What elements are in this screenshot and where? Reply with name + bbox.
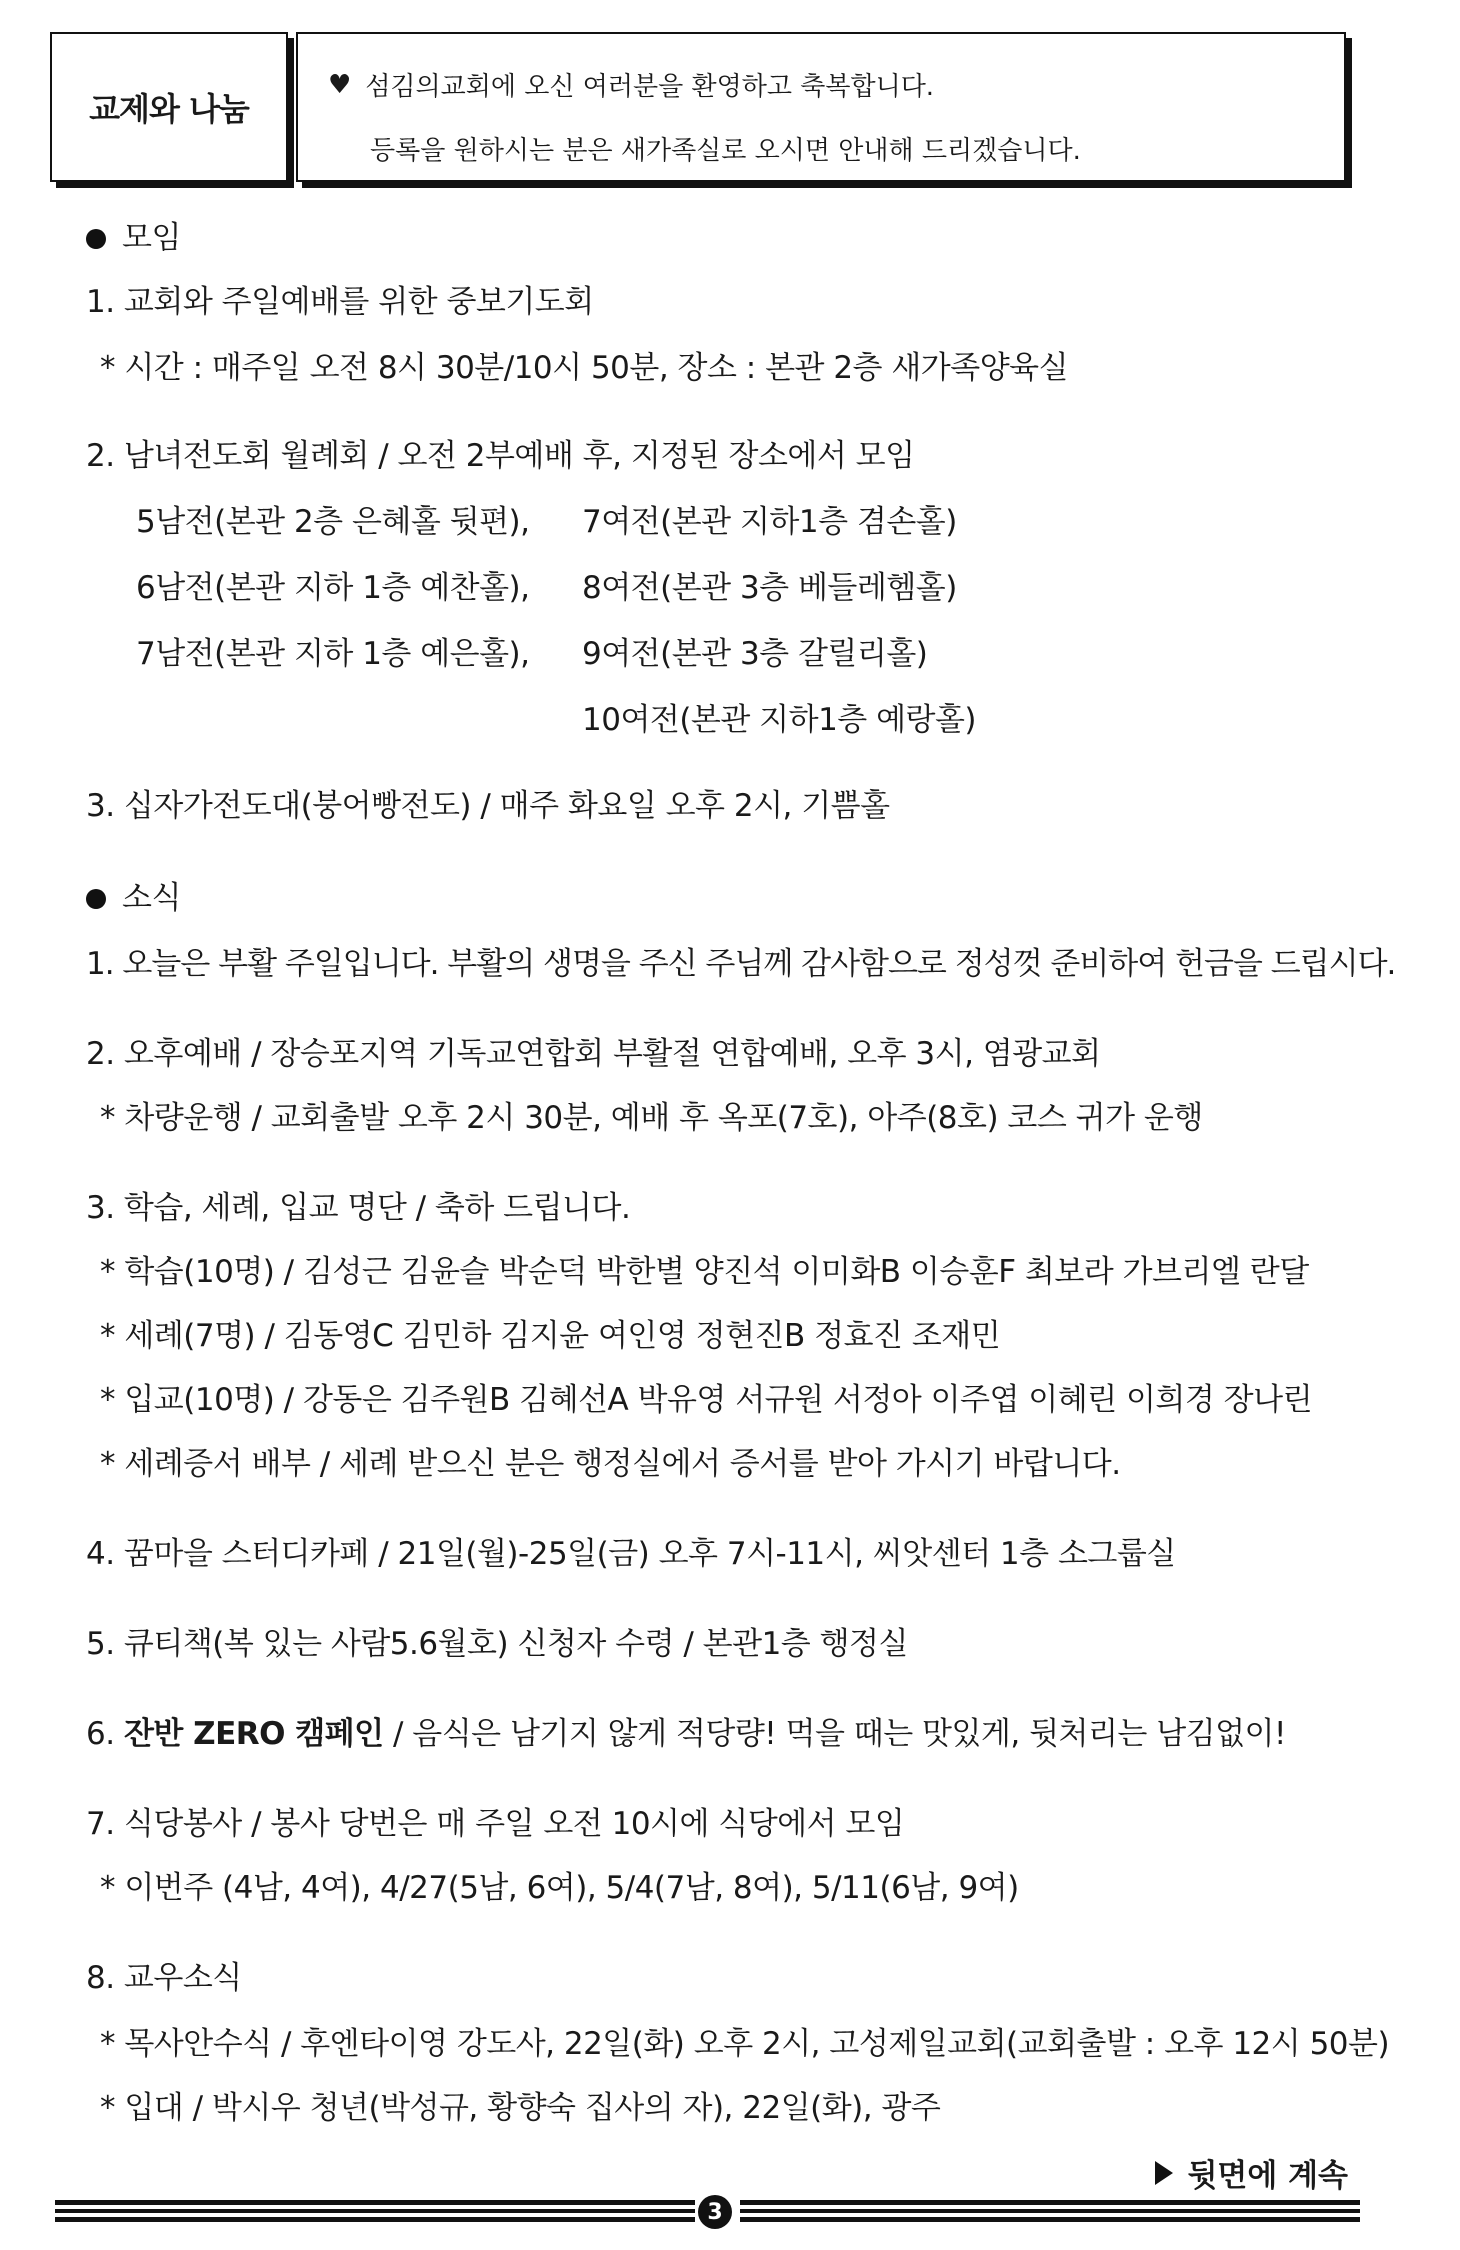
news-item-3-note-4: * 세례증서 배부 / 세례 받으신 분은 행정실에서 증서를 받아 가시기 바랍니다.	[100, 1446, 1121, 1482]
news-item-8: 8. 교우소식	[86, 1960, 242, 1996]
campaign-name: 잔반 ZERO 캠페인	[123, 1716, 384, 1752]
news-item-4: 4. 꿈마을 스터디카페 / 21일(월)-25일(금) 오후 7시-11시, 씨앗센터 1층 소그룹실	[86, 1536, 1176, 1572]
footer-rule-right	[740, 2200, 1360, 2222]
room-right-1: 7여전(본관 지하1층 겸손홀)	[582, 504, 957, 540]
footer-rule-left	[55, 2200, 695, 2222]
room-right-4: 10여전(본관 지하1층 예랑홀)	[582, 702, 977, 738]
triangle-right-icon	[1155, 2161, 1173, 2185]
news-item-2: 2. 오후예배 / 장승포지역 기독교연합회 부활절 연합예배, 오후 3시, 염광교회	[86, 1036, 1101, 1072]
room-left-3: 7남전(본관 지하 1층 예은홀),	[136, 636, 530, 672]
news-item-5: 5. 큐티책(복 있는 사람5.6월호) 신청자 수령 / 본관1층 행정실	[86, 1626, 908, 1662]
news-item-8-note-1: * 목사안수식 / 후엔타이영 강도사, 22일(화) 오후 2시, 고성제일교회(교회출발 : 오후 12시 50분)	[100, 2026, 1390, 2062]
news-item-2-note: * 차량운행 / 교회출발 오후 2시 30분, 예배 후 옥포(7호), 아주(8호) 코스 귀가 운행	[100, 1100, 1203, 1136]
bullet-dot-icon	[86, 229, 106, 249]
room-right-2: 8여전(본관 3층 베들레헴홀)	[582, 570, 957, 606]
news-item-8-note-2: * 입대 / 박시우 청년(박성규, 황향숙 집사의 자), 22일(화), 광주	[100, 2090, 941, 2126]
room-right-3: 9여전(본관 3층 갈릴리홀)	[582, 636, 928, 672]
news-item-3-note-2: * 세례(7명) / 김동영C 김민하 김지윤 여인영 정현진B 정효진 조재민	[100, 1318, 1001, 1354]
news-item-1: 1. 오늘은 부활 주일입니다. 부활의 생명을 주신 주님께 감사함으로 정성껏 준비하여 헌금을 드립시다.	[86, 946, 1396, 982]
welcome-text-1: 섬김의교회에 오신 여러분을 환영하고 축복합니다.	[365, 72, 935, 102]
news-heading-text: 소식	[122, 880, 181, 916]
news-item-6-text: / 음식은 남기지 않게 적당량! 먹을 때는 맛있게, 뒷처리는 남김없이!	[383, 1716, 1286, 1752]
news-heading	[86, 880, 181, 917]
gathering-item-2: 2. 남녀전도회 월례회 / 오전 2부예배 후, 지정된 장소에서 모임	[86, 438, 915, 474]
section-title-box	[50, 32, 288, 182]
welcome-line-1	[328, 66, 934, 103]
gathering-heading-text: 모임	[122, 220, 181, 256]
page-number: 3	[698, 2195, 732, 2229]
news-item-7: 7. 식당봉사 / 봉사 당번은 매 주일 오전 10시에 식당에서 모임	[86, 1806, 905, 1842]
news-item-3-note-1: * 학습(10명) / 김성근 김윤슬 박순덕 박한별 양진석 이미화B 이승훈F 최보라 가브리엘 란달	[100, 1254, 1309, 1290]
gathering-item-1: 1. 교회와 주일예배를 위한 중보기도회	[86, 284, 594, 320]
section-title: 교제와 나눔	[89, 90, 249, 128]
gathering-item-1-note: * 시간 : 매주일 오전 8시 30분/10시 50분, 장소 : 본관 2층 새가족양육실	[100, 350, 1069, 386]
news-item-6	[86, 1716, 1286, 1753]
heart-icon: ♥	[328, 69, 352, 100]
continue-note	[1155, 2150, 1348, 2195]
news-item-6-number: 6.	[86, 1716, 124, 1752]
room-left-2: 6남전(본관 지하 1층 예찬홀),	[136, 570, 530, 606]
welcome-text-2: 등록을 원하시는 분은 새가족실로 오시면 안내해 드리겠습니다.	[370, 136, 1081, 166]
news-item-3-note-3: * 입교(10명) / 강동은 김주원B 김혜선A 박유영 서규원 서정아 이주엽 이혜린 이희경 장나린	[100, 1382, 1313, 1418]
gathering-heading	[86, 220, 181, 257]
news-item-7-note: * 이번주 (4남, 4여), 4/27(5남, 6여), 5/4(7남, 8여), 5/11(6남, 9여)	[100, 1870, 1019, 1906]
welcome-box	[296, 32, 1346, 182]
gathering-item-3: 3. 십자가전도대(붕어빵전도) / 매주 화요일 오후 2시, 기쁨홀	[86, 788, 890, 824]
news-item-3: 3. 학습, 세례, 입교 명단 / 축하 드립니다.	[86, 1190, 631, 1226]
room-left-1: 5남전(본관 2층 은혜홀 뒷편),	[136, 504, 530, 540]
continue-text: 뒷면에 계속	[1187, 2158, 1348, 2194]
bullet-dot-icon	[86, 889, 106, 909]
